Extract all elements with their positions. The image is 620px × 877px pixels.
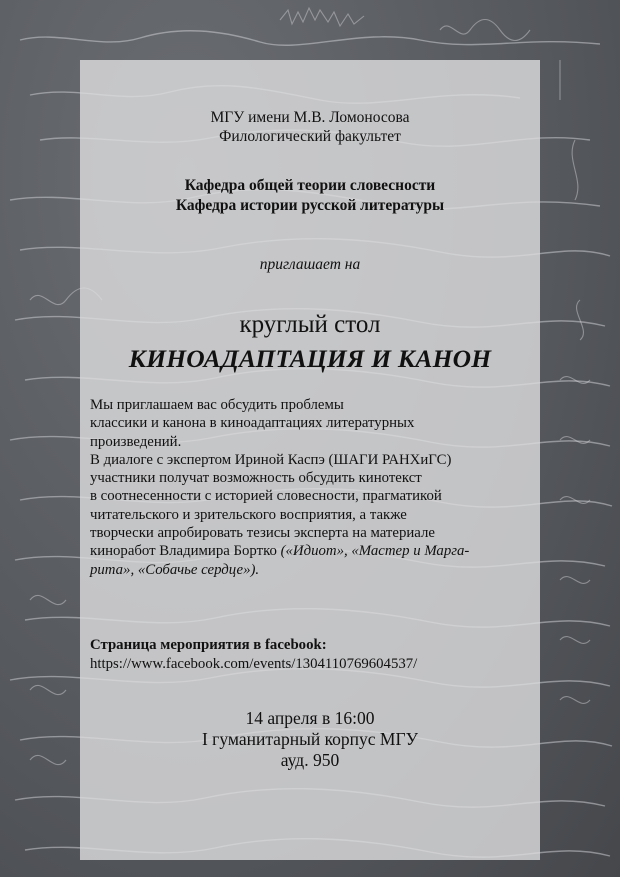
description-line: читательского и зрительского восприятия, а также <box>90 506 407 523</box>
department-2: Кафедра истории русской литературы <box>175 197 445 214</box>
poster-content <box>80 60 540 860</box>
description-line: произведений. <box>90 433 182 450</box>
university-block <box>80 108 540 146</box>
event-building: I гуманитарный корпус МГУ <box>201 729 419 749</box>
description-line: творчески апробировать тезисы эксперта на материале <box>90 525 435 542</box>
event-room: ауд. 950 <box>280 750 340 770</box>
director-text: киноработ Владимира Бортко <box>90 543 277 560</box>
facebook-label: Страница мероприятия в facebook: <box>90 637 327 653</box>
facebook-link[interactable]: https://www.facebook.com/events/1304110769604537/ <box>90 656 418 672</box>
description-line <box>90 542 535 560</box>
event-datetime: 14 апреля в 16:00 <box>245 708 375 728</box>
event-title: КИНОАДАПТАЦИЯ И КАНОН <box>128 344 492 373</box>
department-1: Кафедра общей теории словесности <box>184 177 436 194</box>
faculty-name: Филологический факультет <box>219 128 401 145</box>
event-type: круглый стол <box>239 311 381 338</box>
invites-text: приглашает на <box>259 256 361 273</box>
description-line: В диалоге с экспертом Ириной Каспэ (ШАГИ РАНХиГС) <box>90 451 452 468</box>
description-line: участники получат возможность обсудить кинотекст <box>90 470 422 487</box>
films-list-part1: («Идиот», «Мастер и Марга- <box>280 543 470 560</box>
description-line <box>90 561 535 579</box>
description-line: в соотнесенности с историей словесности, прагматикой <box>90 488 442 505</box>
event-details <box>80 708 540 771</box>
university-name: МГУ имени М.В. Ломоносова <box>210 109 410 126</box>
description-line: Мы приглашаем вас обсудить проблемы <box>90 397 344 413</box>
films-list-part2: рита», «Собачье сердце»). <box>90 561 260 578</box>
facebook-block <box>90 636 530 674</box>
event-description <box>90 396 535 579</box>
departments-block <box>80 176 540 216</box>
description-line: классики и канона в киноадаптациях литературных <box>90 415 415 432</box>
